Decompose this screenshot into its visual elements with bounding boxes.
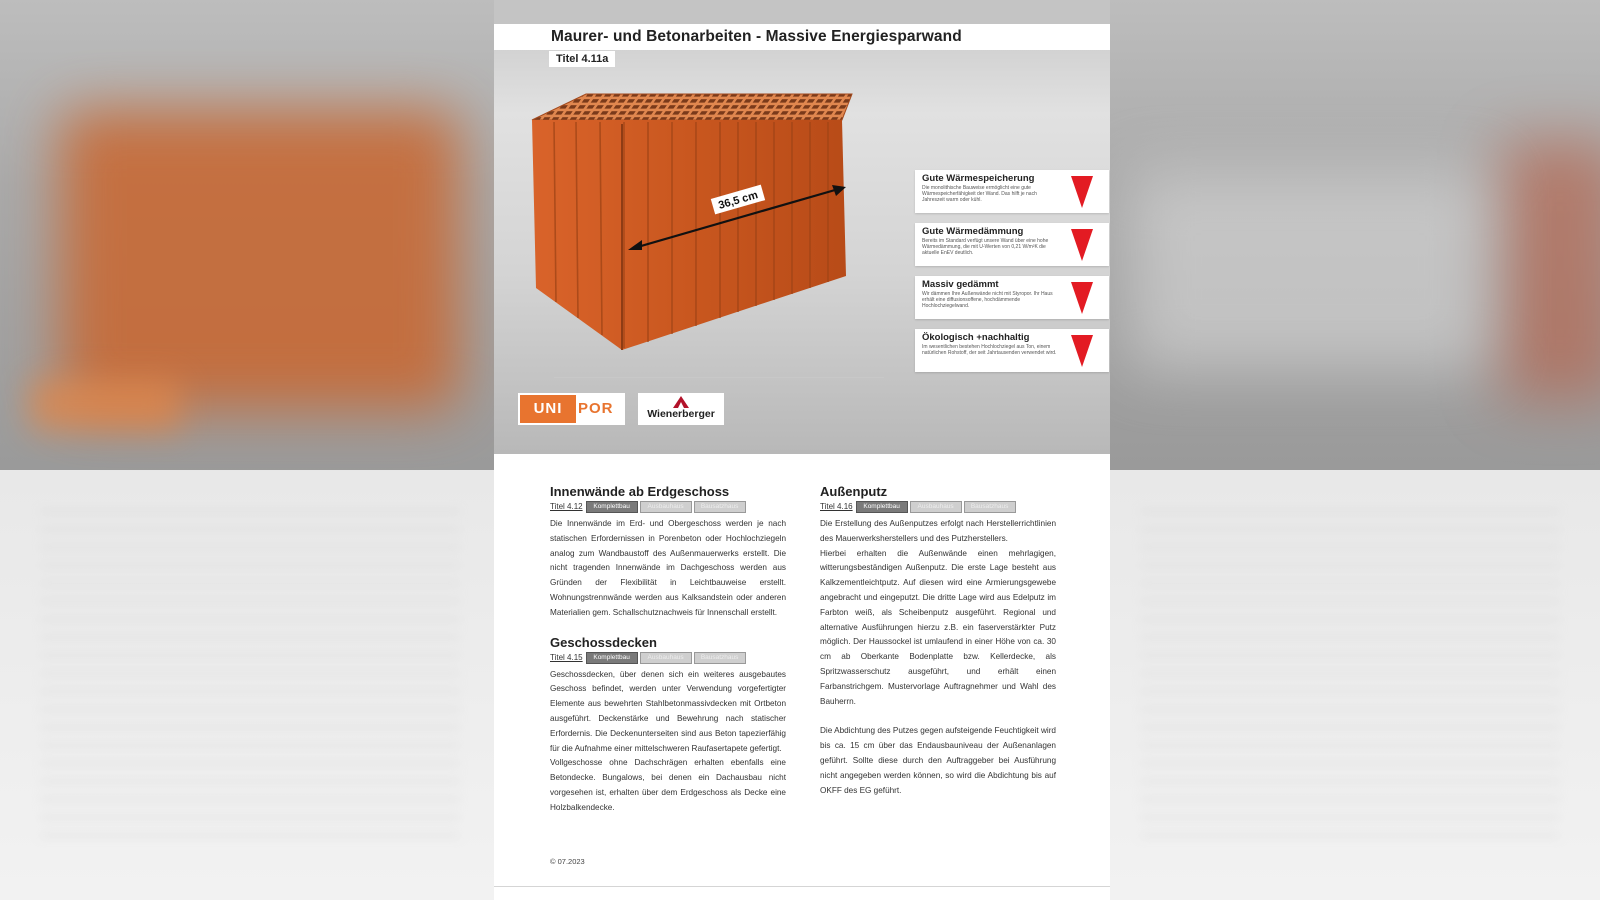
- paragraph: Die Erstellung des Außenputzes erfolgt nach Herstellerrichtlinien des Mauerwerksherstellers und des Putzherstellers.: [820, 519, 1056, 543]
- paragraph: Hierbei erhalten die Außenwände einen mehrlagigen, witterungsbeständigen Außenputz. Die erste Lage besteht aus Kalkzementleichtputz. Auf diesen wird eine Armierungsgewebe angebracht und eingeputzt. Die dritte Lage wird aus Edelputz im Farbton weiß, als Scheibenputz ausgeführt. Regional und alternative Ausführungen hierzu z.B. ein faserverstärkter Putz möglich. Der Haussockel ist umlaufend in einer Höhe von ca. 30 cm ab Oberkante Bodenplatte bzw. Kellerdecke, als Spritzwasserschutz ausgeführt, und erhält einen Farbanstrichgem. Mustervorlage Auftragnehmer und Wahl des Bauherrn.: [820, 548, 1056, 706]
- column-left: [550, 484, 786, 816]
- red-triangle-icon: [1071, 335, 1093, 367]
- brick-image: [524, 80, 864, 370]
- red-triangle-icon: [1071, 282, 1093, 314]
- hero-top-strip: [494, 0, 1110, 24]
- unipor-logo: [518, 393, 625, 425]
- feature-text: Wir dämmen Ihre Außenwände nicht mit Styropor. Ihr Haus erhält eine diffusionsoffene, hochdämmende Hochlochziegelwand.: [922, 291, 1053, 309]
- tag-komplettbau: Komplettbau: [856, 501, 908, 513]
- document-page: [494, 0, 1110, 900]
- backdrop-feature-blur: [1130, 170, 1490, 370]
- section-heading-innenwaende: Innenwände ab Erdgeschoss: [550, 484, 730, 499]
- floor-line: [554, 377, 884, 378]
- section-code: Titel 4.16: [820, 502, 853, 511]
- page-bottom-line: [494, 886, 1110, 887]
- section-body-innenwaende: [550, 517, 786, 621]
- paragraph: Die Abdichtung des Putzes gegen aufsteigende Feuchtigkeit wird bis ca. 15 cm über das Endausbauniveau der Außenanlagen geführt. Sollte diese durch den Auftraggeber bei Ausführung nicht angegeben werden können, so wird die Abdichtung bis auf OKFF des EG geführt.: [820, 726, 1056, 795]
- feature-text: Die monolithische Bauweise ermöglicht eine gute Wärmespeicherfähigkeit der Wand. Das hilft je nach Jahreszeit warm oder kühl.: [922, 185, 1037, 203]
- red-triangle-icon: [1071, 176, 1093, 208]
- section-body-geschossdecken: [550, 668, 786, 816]
- unipor-logo-part-1: UNI: [520, 395, 576, 423]
- tag-komplettbau: Komplettbau: [586, 501, 638, 513]
- feature-heading: Gute Wärmedämmung: [922, 226, 1024, 237]
- page-title: Maurer- und Betonarbeiten - Massive Energiesparwand: [551, 28, 962, 45]
- title-code: Titel 4.11a: [549, 51, 615, 67]
- section-tags: [550, 652, 786, 664]
- brick-front-face: [532, 120, 846, 350]
- wienerberger-roof-icon: [673, 396, 689, 408]
- tag-ausbauhaus: Ausbauhaus: [640, 652, 692, 664]
- tag-bausatzhaus: Bausatzhaus: [694, 501, 746, 513]
- tag-bausatzhaus: Bausatzhaus: [694, 652, 746, 664]
- tag-bausatzhaus: Bausatzhaus: [964, 501, 1016, 513]
- section-tags: [550, 501, 786, 513]
- paragraph: Vollgeschosse ohne Dachschrägen erhalten ebenfalls eine Betondecke. Bungalows, bei denen ein Dachausbau nicht vorgesehen ist, erhalten über dem Erdgeschoss als Decke eine Holzbalkendecke.: [550, 758, 786, 812]
- backdrop-brick-blur-left: [60, 110, 460, 410]
- feature-card-waermedaemmung: [915, 223, 1109, 266]
- tag-ausbauhaus: Ausbauhaus: [640, 501, 692, 513]
- feature-text: Bereits im Standard verfügt unsere Wand über eine hohe Wärmedämmung, die mit U-Werten von 0,21 W/m²K die aktuelle EnEV deutlich.: [922, 238, 1049, 256]
- tag-komplettbau: Komplettbau: [586, 652, 638, 664]
- paragraph: Die Innenwände im Erd- und Obergeschoss werden je nach statischen Erfordernissen in Porenbeton oder Hochlochziegeln analog zum Wandbaustoff des Außenmauerwerks erstellt. Die nicht tragenden Innenwände im Dachgeschoss werden aus Gründen der Flexibilität in Leichtbauweise erstellt. Wohnungstrennwände werden aus Kalksandstein oder anderen Materialien gem. Schallschutznachweis für Innenschall erstellt.: [550, 519, 786, 617]
- feature-card-oekologisch: [915, 329, 1109, 372]
- feature-card-waermespeicherung: [915, 170, 1109, 213]
- feature-heading: Gute Wärmespeicherung: [922, 173, 1035, 184]
- section-code: Titel 4.15: [550, 652, 583, 662]
- wienerberger-wordmark: Wienerberger: [647, 408, 715, 420]
- tag-ausbauhaus: Ausbauhaus: [910, 501, 962, 513]
- backdrop-brick-blur-right: [1500, 140, 1600, 400]
- section-code: Titel 4.12: [550, 502, 583, 511]
- backdrop-text-blur-left: [40, 510, 460, 840]
- section-heading-geschossdecken: Geschossdecken: [550, 634, 657, 650]
- wienerberger-logo: [638, 393, 724, 425]
- paragraph: Geschossdecken, über denen sich ein weiteres ausgebautes Geschoss befindet, werden unter Verwendung vorgefertigter Elemente aus bewehrten Stahlbetonmassivdecken mit Ortbeton ausgeführt. Deckenstärke und Bewehrung nach statischer Erfordernis. Die Deckenunterseiten sind aus Beton tapezierfähig für die Aufnahme einer mittelschweren Raufasertapete gefertigt.: [550, 669, 786, 753]
- unipor-logo-part-2: POR: [578, 400, 614, 417]
- column-right: [820, 484, 1056, 798]
- red-triangle-icon: [1071, 229, 1093, 261]
- section-body-aussenputz: [820, 517, 1056, 798]
- section-heading-aussenputz: Außenputz: [820, 484, 888, 499]
- copyright-footer: © 07.2023: [550, 857, 585, 866]
- section-tags: [820, 501, 1056, 513]
- feature-text: Im wesentlichen bestehen Hochlochziegel aus Ton, einem natürlichen Rohstoff, der seit Jahrtausenden verwendet wird.: [922, 344, 1057, 356]
- feature-heading: Ökologisch +nachhaltig: [922, 332, 1030, 343]
- feature-card-massiv-gedaemmt: [915, 276, 1109, 319]
- backdrop-text-blur-right: [1140, 510, 1560, 840]
- backdrop-logo-blur: [30, 380, 180, 430]
- feature-heading: Massiv gedämmt: [922, 279, 999, 290]
- brick-top-face: [532, 94, 852, 120]
- dimension-label: 36,5 cm: [717, 189, 760, 212]
